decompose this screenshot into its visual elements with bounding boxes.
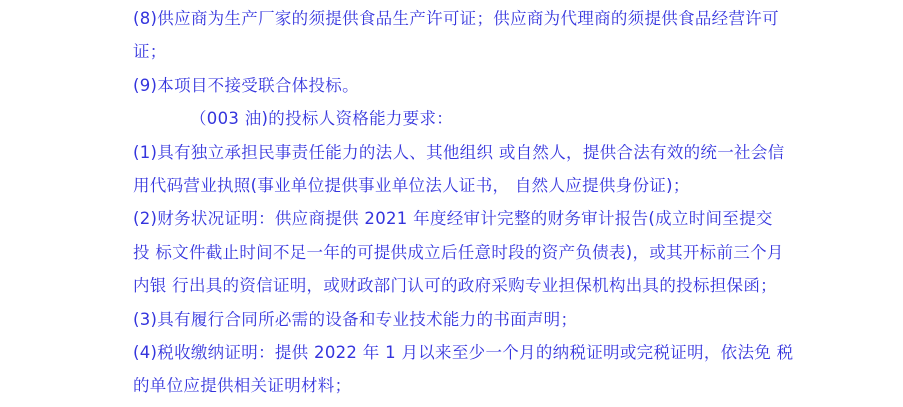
text-line: (4)税收缴纳证明：提供 2022 年 1 月以来至少一个月的纳税证明或完税证明，依法免 税 — [133, 343, 794, 363]
text-line: (1)具有独立承担民事责任能力的法人、其他组织 或自然人，提供合法有效的统一社会信 — [133, 142, 785, 162]
document-text-block — [133, 2, 813, 403]
text-line: (8)供应商为生产厂家的须提供食品生产许可证；供应商为代理商的须提供食品经营许可 — [133, 9, 779, 28]
text-line: 证； — [133, 42, 167, 62]
text-line: 用代码营业执照(事业单位提供事业单位法人证书， 自然人应提供身份证)； — [133, 176, 690, 196]
text-line: 投 标文件截止时间不足一年的可提供成立后任意时段的资产负债表)，或其开标前三个月 — [133, 242, 784, 262]
text-line: (9)本项目不接受联合体投标。 — [133, 75, 359, 95]
text-line: (2)财务状况证明：供应商提供 2021 年度经审计完整的财务审计报告(成立时间至提交 — [133, 209, 773, 229]
text-line: (3)具有履行合同所必需的设备和专业技术能力的书面声明； — [133, 309, 578, 329]
text-line: （003 油)的投标人资格能力要求： — [190, 109, 454, 129]
text-line: 内银 行出具的资信证明，或财政部门认可的政府采购专业担保机构出具的投标担保函； — [133, 276, 777, 296]
text-line: 的单位应提供相关证明材料； — [133, 376, 352, 396]
